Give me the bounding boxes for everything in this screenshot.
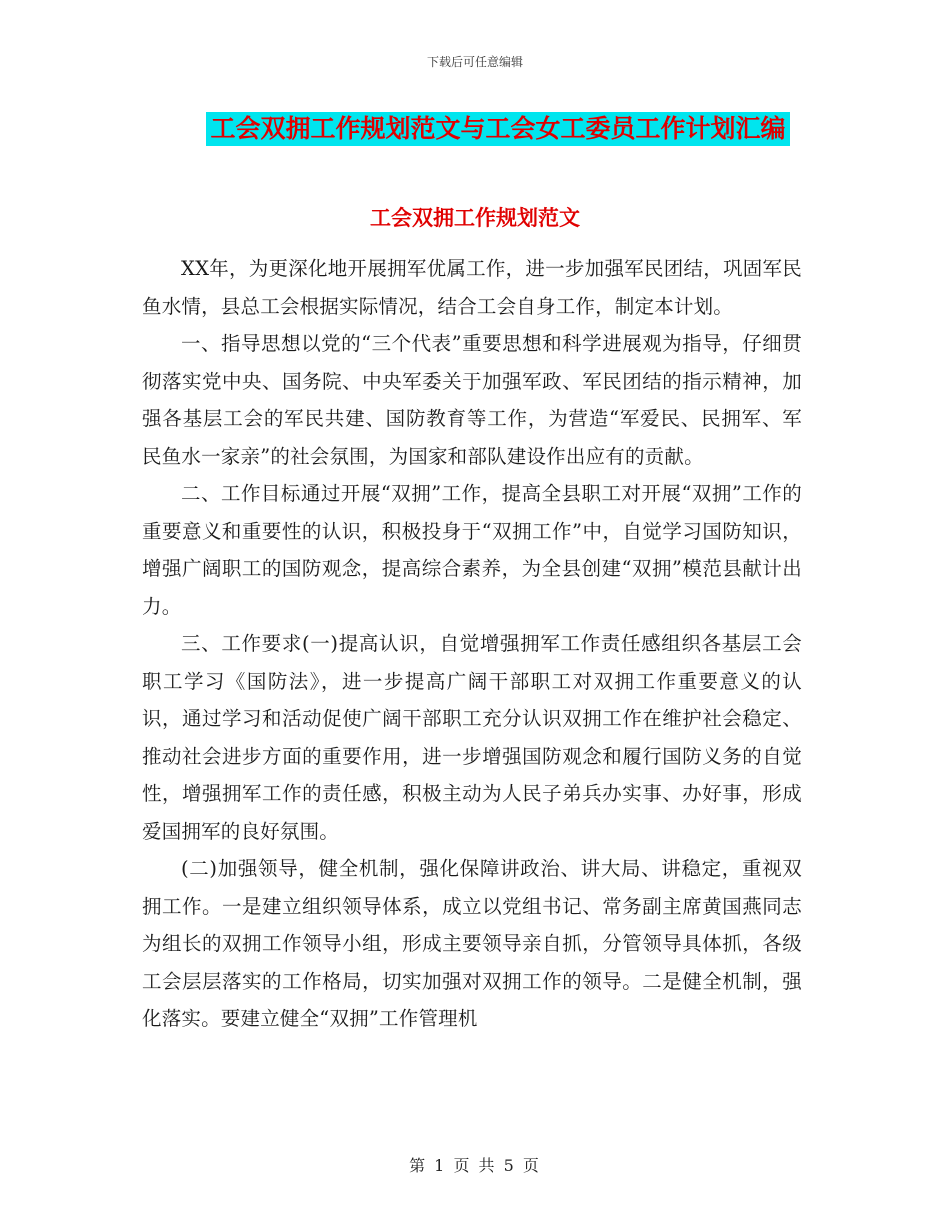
main-title: 工会双拥工作规划范文与工会女工委员工作计划汇编 [206,112,789,146]
paragraph-work-goals: 二、工作目标通过开展“双拥”工作，提高全县职工对开展“双拥”工作的重要意义和重要性的认识，积极投身于“双拥工作”中，自觉学习国防知识，增强广阔职工的国防观念，提高综合素养，为全县创建“双拥”模范县献计出力。 [142,482,802,618]
page-header: 下载后可任意编辑 [426,55,523,69]
paragraph-intro: XX年，为更深化地开展拥军优属工作，进一步加强军民团结，巩固军民鱼水情，县总工会根据实际情况，结合工会自身工作，制定本计划。 [142,257,802,318]
paragraph-guiding-ideology: 一、指导思想以党的“三个代表”重要思想和科学进展观为指导，仔细贯彻落实党中央、国务院、中央军委关于加强军政、军民团结的指示精神，加强各基层工会的军民共建、国防教育等工作，为营造“军爱民、民拥军、军民鱼水一家亲”的社会氛围，为国家和部队建设作出应有的贡献。 [142,332,802,468]
main-title-container [0,112,950,146]
document-body [142,250,802,1038]
paragraph-leadership: (二)加强领导，健全机制，强化保障讲政治、讲大局、讲稳定，重视双拥工作。一是建立组织领导体系，成立以党组书记、常务副主席黄国燕同志为组长的双拥工作领导小组，形成主要领导亲自抓，分管领导具体抓，各级工会层层落实的工作格局，切实加强对双拥工作的领导。二是健全机制，强化落实。要建立健全“双拥”工作管理机 [142,857,802,1030]
section-title: 工会双拥工作规划范文 [370,206,580,230]
paragraph-work-requirements: 三、工作要求(一)提高认识，自觉增强拥军工作责任感组织各基层工会职工学习《国防法》，进一步提高广阔干部职工对双拥工作重要意义的认识，通过学习和活动促使广阔干部职工充分认识双拥工作在维护社会稳定、推动社会进步方面的重要作用，进一步增强国防观念和履行国防义务的自觉性，增强拥军工作的责任感，积极主动为人民子弟兵办实事、办好事，形成爱国拥军的良好氛围。 [142,632,802,843]
page-footer: 第 1 页 共 5 页 [409,1156,541,1175]
